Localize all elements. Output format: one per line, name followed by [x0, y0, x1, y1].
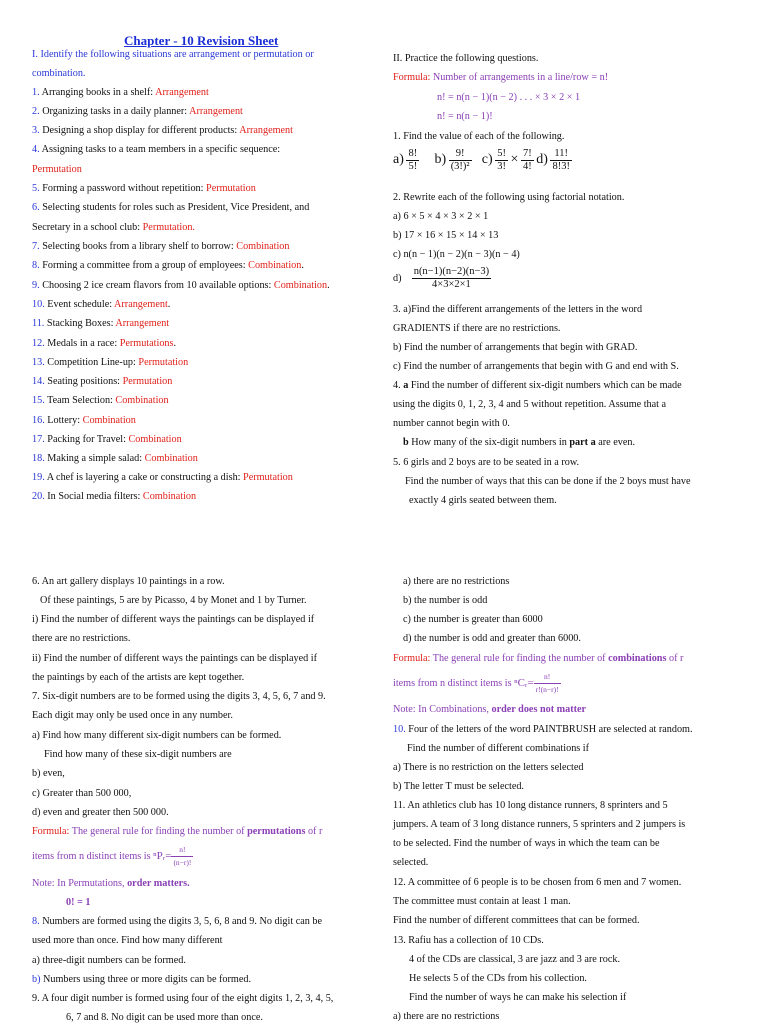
question-6i: i) Find the number of different ways the paintings can be displayed if	[32, 614, 315, 625]
question-13a: a) there are no restrictions	[393, 1011, 500, 1022]
item-number: 3.	[32, 125, 40, 136]
question-11-cont: jumpers. A team of 3 long distance runners, 5 sprinters and 2 jumpers is	[393, 819, 686, 830]
note-permutations	[32, 877, 190, 890]
situation-item	[32, 356, 188, 369]
part-label: b)	[32, 974, 41, 985]
zero-factorial: 0! = 1	[66, 897, 91, 908]
question-5-cont: exactly 4 girls seated between them.	[409, 495, 557, 506]
question-9-cont: 6, 7 and 8. No digit can be used more than once.	[66, 1012, 263, 1023]
situation-item	[32, 298, 170, 311]
denominator: 8!3!	[552, 161, 570, 172]
item-number: 7.	[32, 241, 40, 252]
part-letter: b	[403, 437, 409, 448]
item-text: A chef is layering a cake or constructing a dish:	[44, 472, 244, 483]
item-answer: Combination	[248, 260, 302, 271]
question-12-cont: The committee must contain at least 1 man.	[393, 896, 571, 907]
numerator: 8!	[408, 148, 418, 159]
situation-item	[32, 337, 176, 350]
part-letter: a	[403, 380, 409, 391]
item-text: In Social media filters:	[44, 491, 143, 502]
item-text: Selecting books from a library shelf to borrow:	[39, 241, 237, 252]
question-10	[393, 723, 693, 736]
formula-text: of r	[666, 653, 684, 664]
note-emph: order matters.	[127, 878, 190, 889]
item-text: Organizing tasks in a daily planner:	[39, 106, 190, 117]
formula-label: Formula:	[393, 653, 431, 664]
formula-line: n! = n(n − 1)(n − 2) . . . × 3 × 2 × 1	[437, 92, 581, 103]
formula-emph: combinations	[608, 653, 667, 664]
q-text: How many of the six-digit numbers in	[408, 437, 570, 448]
item-number: 5.	[32, 183, 40, 194]
part-label: c)	[481, 151, 493, 167]
item-text: Arranging books in a shelf:	[39, 87, 156, 98]
situation-item	[32, 279, 330, 292]
item-text: Assigning tasks to a team members in a specific sequence:	[39, 144, 281, 155]
item-answer: Combination	[115, 395, 169, 406]
question-6: 6. An art gallery displays 10 paintings in a row.	[32, 576, 225, 587]
question-13-cont: Find the number of ways he can make his selection if	[409, 992, 627, 1003]
note-text: Note: In Permutations,	[32, 878, 128, 889]
formula-arrangements	[393, 71, 608, 84]
denominator: (3!)²	[450, 161, 470, 172]
fraction	[534, 671, 561, 696]
note-combinations	[393, 703, 586, 716]
question-7-sub: Find how many of these six-digit numbers are	[44, 749, 232, 760]
question-10-cont: Find the number of different combinations if	[407, 743, 590, 754]
item-answer: Combination	[273, 280, 328, 291]
item-answer: Permutations	[119, 338, 174, 349]
denominator: 3!	[497, 161, 506, 172]
item-answer: Arrangement	[114, 299, 168, 310]
question-6ii-cont: the paintings by each of the artists are kept together.	[32, 672, 245, 683]
item-number: 15.	[32, 395, 45, 406]
formula-emph: permutations	[247, 826, 306, 837]
item-tail: .	[167, 299, 171, 310]
question-9a: a) there are no restrictions	[403, 576, 510, 587]
section-heading: I. Identify the following situations are arrangement or permutation or	[32, 49, 314, 60]
situation-item	[32, 182, 256, 195]
numerator: 11!	[550, 148, 572, 161]
item-answer: Combination	[128, 434, 182, 445]
item-answer: Permutation	[122, 376, 173, 387]
situation-item	[32, 163, 82, 176]
fraction	[406, 148, 419, 173]
question-5-cont: Find the number of ways that this can be done if the 2 boys must have	[405, 476, 691, 487]
question-4a-cont: using the digits 0, 1, 2, 3, 4 and 5 without repetition. Assume that a	[393, 399, 667, 410]
item-answer: Arrangement	[189, 106, 243, 117]
item-text: Packing for Travel:	[44, 434, 129, 445]
q-number: 8.	[32, 916, 40, 927]
item-answer: Combination	[142, 491, 197, 502]
q-text: are even.	[595, 437, 636, 448]
formula-text: The general rule for finding the number of	[69, 826, 248, 837]
situation-item	[32, 221, 195, 234]
item-text: Designing a shop display for different products:	[39, 125, 240, 136]
denominator: 5!	[408, 161, 418, 172]
item-number: 12.	[32, 338, 45, 349]
question-8	[32, 915, 322, 928]
note-emph: order does not matter	[491, 704, 587, 715]
question-2: 2. Rewrite each of the following using factorial notation.	[393, 192, 625, 203]
item-text: Seating positions:	[44, 376, 123, 387]
item-number: 16.	[32, 415, 45, 426]
formula-text: items from n distinct items is	[393, 677, 515, 689]
q-text: Numbers are formed using the digits 3, 5, 6, 8 and 9. No digit can be	[39, 916, 323, 927]
question-8a: a) three-digit numbers can be formed.	[32, 955, 186, 966]
numerator: 9!	[449, 148, 472, 161]
numerator: 7!	[522, 148, 532, 159]
times-sign: ×	[510, 151, 519, 167]
item-answer: Permutation	[138, 357, 189, 368]
question-4a-cont: number cannot begin with 0.	[393, 418, 510, 429]
question-6ii: ii) Find the number of different ways the paintings can be displayed if	[32, 653, 317, 664]
item-number: 9.	[32, 280, 40, 291]
formula-line: n! = n(n − 1)!	[437, 111, 493, 122]
situation-item	[32, 375, 172, 388]
formula-label: Formula:	[393, 72, 433, 83]
fraction	[412, 266, 492, 291]
formula-permutations	[32, 825, 322, 838]
denominator: 4!	[522, 161, 532, 172]
fraction	[449, 148, 472, 173]
denominator: 4×3×2×1	[432, 279, 471, 290]
q-number: 10.	[393, 724, 406, 735]
item-tail: .	[327, 280, 330, 291]
denominator: r!(n−r)!	[535, 685, 559, 694]
situation-item	[32, 317, 169, 330]
formula-combinations-expr	[393, 671, 561, 696]
question-13-cont: 4 of the CDs are classical, 3 are jazz and 3 are rock.	[409, 954, 621, 965]
question-11-cont: selected.	[393, 857, 429, 868]
q-text: Four of the letters of the word PAINTBRUSH are selected at random.	[405, 724, 693, 735]
item-text: Lottery:	[44, 415, 83, 426]
item-tail: .	[173, 338, 177, 349]
item-text: Stacking Boxes:	[44, 318, 116, 329]
question-2a: a) 6 × 5 × 4 × 3 × 2 × 1	[393, 211, 489, 222]
item-number: 20.	[32, 491, 45, 502]
item-number: 10.	[32, 299, 45, 310]
question-8b	[32, 973, 251, 986]
item-tail: .	[301, 260, 304, 271]
fraction	[521, 148, 534, 173]
item-text: Choosing 2 ice cream flavors from 10 available options:	[39, 280, 274, 291]
question-7d: d) even and greater then 500 000.	[32, 807, 169, 818]
item-number: 2.	[32, 106, 40, 117]
situation-item	[32, 433, 182, 446]
fraction	[550, 148, 572, 173]
formula-combinations	[393, 652, 683, 665]
question-7b: b) even,	[32, 768, 65, 779]
item-text: Making a simple salad:	[44, 453, 145, 464]
question-10b: b) The letter T must be selected.	[393, 781, 524, 792]
item-answer: Arrangement	[239, 125, 293, 136]
item-number: 13.	[32, 357, 45, 368]
question-6-cont: Of these paintings, 5 are by Picasso, 4 by Monet and 1 by Turner.	[40, 595, 307, 606]
fraction	[171, 844, 193, 869]
question-10a: a) There is no restriction on the letters selected	[393, 762, 584, 773]
question-1-parts	[393, 148, 572, 173]
situation-item	[32, 471, 293, 484]
item-text: Competition Line-up:	[44, 357, 139, 368]
item-number: 17.	[32, 434, 45, 445]
formula-text: The general rule for finding the number of	[430, 653, 609, 664]
question-9c: c) the number is greater than 6000	[403, 614, 543, 625]
situation-item	[32, 105, 243, 118]
question-3-cont: GRADIENTS if there are no restrictions.	[393, 323, 561, 334]
item-text: Forming a committee from a group of employees:	[39, 260, 249, 271]
item-text: Secretary in a school club:	[32, 222, 143, 233]
formula-symbol: ⁿPᵣ=	[153, 849, 172, 862]
item-answer: Arrangement	[115, 318, 170, 329]
question-4b	[403, 436, 635, 449]
question-7c: c) Greater than 500 000,	[32, 788, 132, 799]
formula-text: of r	[305, 826, 323, 837]
q-number: 4.	[393, 380, 404, 391]
item-answer: Permutation	[32, 164, 82, 175]
situation-item	[32, 143, 280, 156]
situation-item	[32, 414, 136, 427]
situation-item	[32, 452, 198, 465]
situation-item	[32, 240, 289, 253]
question-2d	[393, 266, 491, 291]
question-11-cont: to be selected. Find the number of ways in which the team can be	[393, 838, 660, 849]
item-text: Forming a password without repetition:	[39, 183, 207, 194]
formula-permutations-expr	[32, 844, 193, 869]
numerator: n!	[534, 671, 561, 684]
question-2b: b) 17 × 16 × 15 × 14 × 13	[393, 230, 499, 241]
question-9b: b) the number is odd	[403, 595, 488, 606]
situation-item	[32, 86, 209, 99]
item-answer: Combination	[82, 415, 136, 426]
item-answer: Permutation	[206, 183, 256, 194]
question-12: 12. A committee of 6 people is to be chosen from 6 men and 7 women.	[393, 877, 682, 888]
item-number: 14.	[32, 376, 45, 387]
question-7-cont: Each digit may only be used once in any number.	[32, 710, 233, 721]
question-13: 13. Rafiu has a collection of 10 CDs.	[393, 935, 544, 946]
question-7a: a) Find how many different six-digit numbers can be formed.	[32, 730, 282, 741]
situation-item	[32, 201, 309, 214]
situation-item	[32, 490, 196, 503]
item-answer: Permutation	[243, 472, 293, 483]
situation-item	[32, 259, 304, 272]
question-2c: c) n(n − 1)(n − 2)(n − 3)(n − 4)	[393, 249, 520, 260]
item-number: 8.	[32, 260, 40, 271]
section-heading-cont: combination.	[32, 68, 86, 79]
formula-text: Number of arrangements in a line/row = n!	[432, 72, 609, 83]
part-label: d)	[393, 272, 402, 284]
item-number: 18.	[32, 453, 45, 464]
item-number: 19.	[32, 472, 45, 483]
item-answer: Combination	[236, 241, 290, 252]
item-text: Selecting students for roles such as President, Vice President, and	[39, 202, 310, 213]
item-number: 11.	[32, 318, 45, 329]
denominator: (n−r)!	[173, 858, 192, 867]
question-9: 9. A four digit number is formed using four of the eight digits 1, 2, 3, 4, 5,	[32, 993, 334, 1004]
formula-symbol: ⁿCᵣ=	[514, 676, 534, 689]
situation-item	[32, 394, 169, 407]
question-3c: c) Find the number of arrangements that begin with G and end with S.	[393, 361, 679, 372]
formula-label: Formula:	[32, 826, 70, 837]
q-text: Numbers using three or more digits can be formed.	[40, 974, 251, 985]
item-number: 4.	[32, 144, 40, 155]
item-answer: Arrangement	[155, 87, 209, 98]
question-3b: b) Find the number of arrangements that begin with GRAD.	[393, 342, 638, 353]
question-12-cont: Find the number of different committees that can be formed.	[393, 915, 640, 926]
part-label: d)	[536, 151, 548, 167]
question-1: 1. Find the value of each of the following.	[393, 131, 565, 142]
question-11: 11. An athletics club has 10 long distance runners, 8 sprinters and 5	[393, 800, 668, 811]
question-4a	[393, 379, 682, 392]
question-5: 5. 6 girls and 2 boys are to be seated in a row.	[393, 457, 580, 468]
numerator: 5!	[497, 148, 506, 159]
practice-heading: II. Practice the following questions.	[393, 53, 539, 64]
item-number: 1.	[32, 87, 40, 98]
question-3: 3. a)Find the different arrangements of the letters in the word	[393, 304, 643, 315]
item-number: 6.	[32, 202, 40, 213]
situation-item	[32, 124, 293, 137]
part-label: b)	[434, 151, 447, 167]
q-text: Find the number of different six-digit numbers which can be made	[408, 380, 682, 391]
item-answer: Permutation.	[142, 222, 195, 233]
item-text: Event schedule:	[44, 299, 115, 310]
fraction	[495, 148, 508, 173]
question-6i-cont: there are no restrictions.	[32, 633, 131, 644]
question-9d: d) the number is odd and greater than 6000.	[403, 633, 581, 644]
question-13-cont: He selects 5 of the CDs from his collection.	[409, 973, 587, 984]
part-label: a)	[393, 151, 404, 167]
item-text: Team Selection:	[44, 395, 116, 406]
page-title: Chapter - 10 Revision Sheet	[124, 33, 279, 48]
q-emph: part a	[569, 437, 596, 448]
question-8-cont: used more than once. Find how many different	[32, 935, 223, 946]
numerator: n(n−1)(n−2)(n−3)	[413, 266, 490, 277]
numerator: n!	[171, 844, 193, 857]
formula-text: items from n distinct items is	[32, 850, 154, 862]
item-answer: Combination	[144, 453, 198, 464]
note-text: Note: In Combinations,	[393, 704, 492, 715]
question-7: 7. Six-digit numbers are to be formed using the digits 3, 4, 5, 6, 7 and 9.	[32, 691, 326, 702]
item-text: Medals in a race:	[44, 338, 120, 349]
